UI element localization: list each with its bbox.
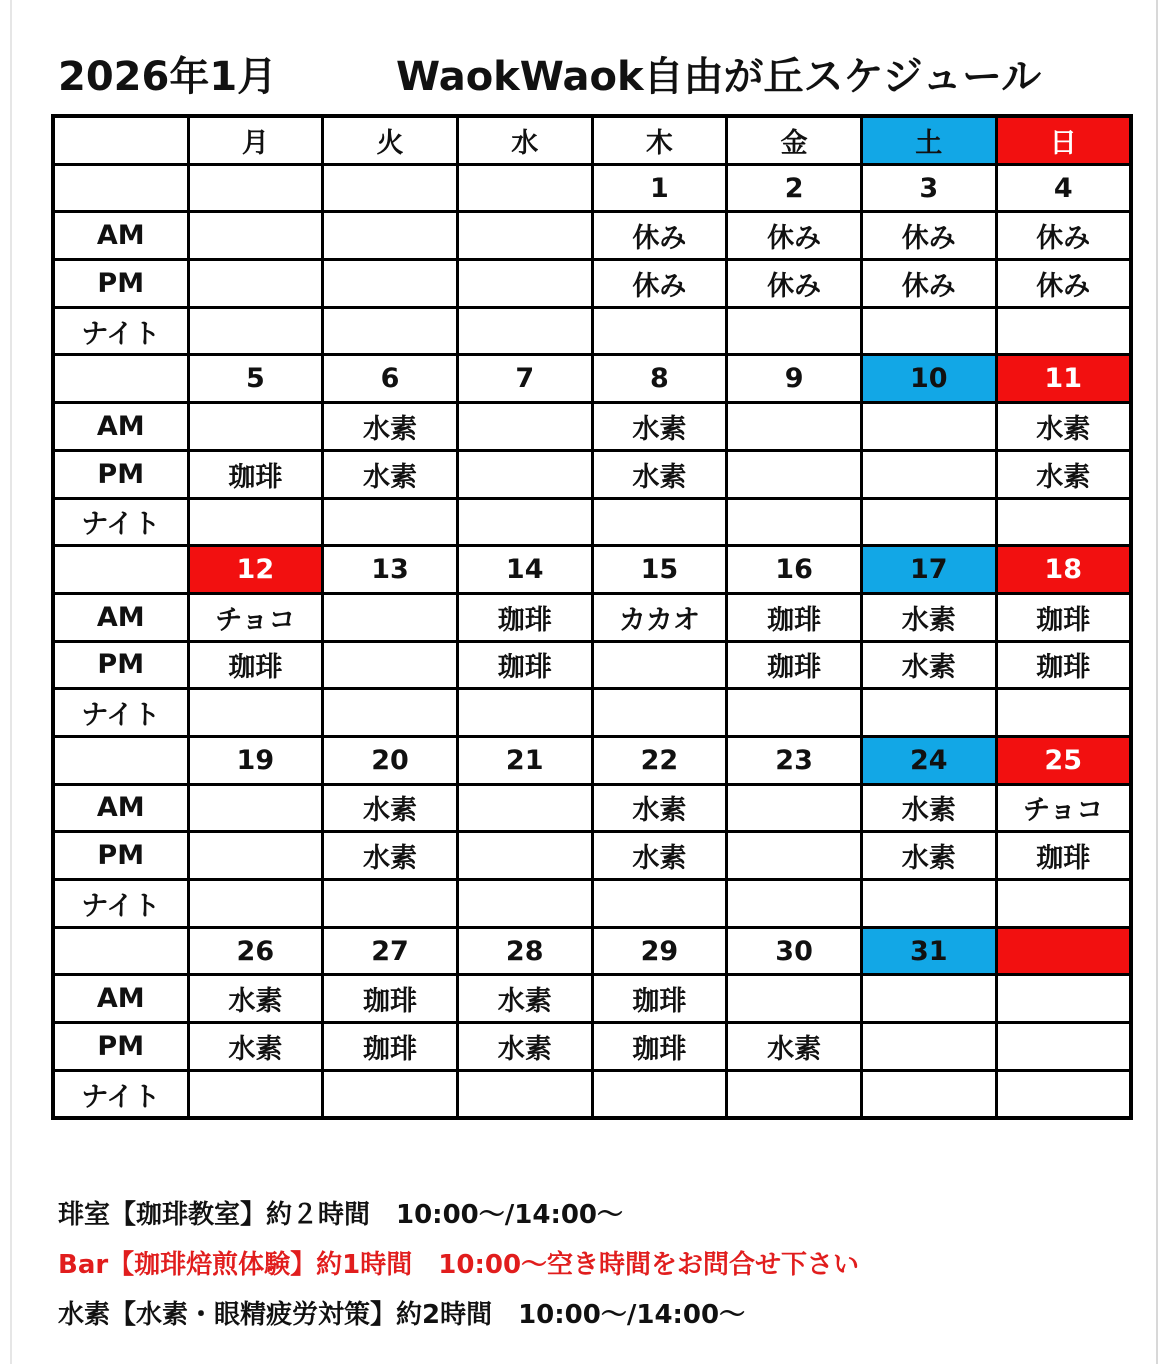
schedule-cell	[727, 784, 862, 832]
date-cell: 10	[861, 355, 996, 403]
schedule-cell	[861, 450, 996, 498]
schedule-cell: 珈琲	[188, 641, 323, 689]
schedule-cell: 水素	[861, 593, 996, 641]
schedule-cell	[323, 1070, 458, 1118]
header-corner-cell	[53, 116, 188, 164]
slot-label: ナイト	[53, 689, 188, 737]
date-cell: 8	[592, 355, 727, 403]
schedule-cell: 水素	[861, 641, 996, 689]
schedule-cell: 珈琲	[457, 593, 592, 641]
note-roasting-experience: Bar【珈琲焙煎体験】約1時間 10:00～空き時間をお問合せ下さい	[58, 1250, 860, 1280]
schedule-cell	[323, 498, 458, 546]
date-cell: 1	[592, 164, 727, 212]
schedule-cell: 珈琲	[996, 593, 1131, 641]
schedule-cell	[457, 403, 592, 451]
schedule-calendar-table	[51, 114, 1133, 1120]
course-notes	[58, 1190, 1148, 1340]
note-coffee-class: 琲室【珈琲教室】約２時間 10:00～/14:00～	[58, 1200, 624, 1230]
schedule-cell	[996, 1070, 1131, 1118]
slot-label: ナイト	[53, 880, 188, 928]
weekday-wed: 水	[457, 116, 592, 164]
date-cell: 19	[188, 736, 323, 784]
schedule-cell: 水素	[188, 975, 323, 1023]
schedule-cell: 水素	[996, 450, 1131, 498]
weekday-sat: 土	[861, 116, 996, 164]
schedule-cell	[861, 403, 996, 451]
schedule-cell: カカオ	[592, 593, 727, 641]
weekday-tue: 火	[323, 116, 458, 164]
schedule-cell	[188, 832, 323, 880]
date-cell	[188, 164, 323, 212]
date-cell: 21	[457, 736, 592, 784]
schedule-cell	[457, 307, 592, 355]
slot-row-pm	[53, 641, 1131, 689]
slot-label: PM	[53, 450, 188, 498]
date-cell: 14	[457, 546, 592, 594]
schedule-cell	[861, 1023, 996, 1071]
date-cell	[996, 927, 1131, 975]
schedule-cell: チョコ	[188, 593, 323, 641]
schedule-cell	[727, 498, 862, 546]
schedule-cell	[188, 689, 323, 737]
schedule-cell	[188, 880, 323, 928]
schedule-cell: 珈琲	[996, 641, 1131, 689]
date-cell	[323, 164, 458, 212]
schedule-cell	[861, 689, 996, 737]
slot-row-pm	[53, 1023, 1131, 1071]
date-cell: 25	[996, 736, 1131, 784]
schedule-cell: 水素	[861, 832, 996, 880]
schedule-cell	[323, 212, 458, 260]
schedule-cell: 休み	[996, 212, 1131, 260]
date-cell: 31	[861, 927, 996, 975]
schedule-cell	[457, 498, 592, 546]
title-month: 2026年1月	[58, 54, 278, 100]
schedule-cell	[861, 307, 996, 355]
schedule-cell	[323, 260, 458, 308]
schedule-cell: 水素	[457, 1023, 592, 1071]
slot-row-night	[53, 1070, 1131, 1118]
slot-label: AM	[53, 403, 188, 451]
slot-label: AM	[53, 975, 188, 1023]
weekday-thu: 木	[592, 116, 727, 164]
schedule-cell: 珈琲	[323, 975, 458, 1023]
weekday-header-row	[53, 116, 1131, 164]
schedule-cell: 水素	[323, 832, 458, 880]
date-row-label-cell	[53, 164, 188, 212]
schedule-cell	[592, 498, 727, 546]
schedule-cell: 休み	[996, 260, 1131, 308]
date-row	[53, 546, 1131, 594]
date-cell: 22	[592, 736, 727, 784]
schedule-cell	[592, 689, 727, 737]
schedule-cell: 休み	[592, 212, 727, 260]
slot-row-night	[53, 498, 1131, 546]
schedule-cell	[727, 832, 862, 880]
date-cell: 4	[996, 164, 1131, 212]
schedule-cell: 休み	[727, 212, 862, 260]
schedule-cell	[592, 1070, 727, 1118]
date-cell: 7	[457, 355, 592, 403]
date-row-label-cell	[53, 546, 188, 594]
date-cell: 5	[188, 355, 323, 403]
schedule-cell	[323, 880, 458, 928]
schedule-cell	[592, 307, 727, 355]
schedule-cell: 珈琲	[996, 832, 1131, 880]
date-cell: 18	[996, 546, 1131, 594]
date-row-label-cell	[53, 927, 188, 975]
schedule-cell	[727, 880, 862, 928]
schedule-cell: 水素	[592, 450, 727, 498]
date-cell: 20	[323, 736, 458, 784]
slot-label: PM	[53, 641, 188, 689]
slot-label: PM	[53, 260, 188, 308]
date-row	[53, 164, 1131, 212]
slot-row-pm	[53, 260, 1131, 308]
schedule-cell	[727, 450, 862, 498]
slot-row-am	[53, 593, 1131, 641]
schedule-cell	[188, 1070, 323, 1118]
slot-row-am	[53, 212, 1131, 260]
schedule-cell	[996, 689, 1131, 737]
date-row-label-cell	[53, 736, 188, 784]
schedule-cell	[323, 593, 458, 641]
schedule-cell	[996, 498, 1131, 546]
schedule-cell	[996, 975, 1131, 1023]
date-cell: 9	[727, 355, 862, 403]
schedule-cell: 休み	[861, 212, 996, 260]
schedule-cell	[592, 641, 727, 689]
slot-row-am	[53, 784, 1131, 832]
date-cell: 11	[996, 355, 1131, 403]
schedule-cell	[996, 307, 1131, 355]
schedule-cell	[727, 689, 862, 737]
date-cell: 13	[323, 546, 458, 594]
schedule-cell: 水素	[592, 832, 727, 880]
schedule-cell: 水素	[996, 403, 1131, 451]
date-cell: 28	[457, 927, 592, 975]
slot-row-night	[53, 689, 1131, 737]
date-cell: 16	[727, 546, 862, 594]
schedule-cell	[323, 689, 458, 737]
date-cell: 12	[188, 546, 323, 594]
slot-row-am	[53, 975, 1131, 1023]
slot-row-pm	[53, 450, 1131, 498]
schedule-cell	[861, 975, 996, 1023]
schedule-cell	[188, 403, 323, 451]
schedule-cell	[861, 1070, 996, 1118]
schedule-cell	[457, 212, 592, 260]
schedule-cell: 休み	[861, 260, 996, 308]
schedule-cell: 水素	[727, 1023, 862, 1071]
slot-label: ナイト	[53, 1070, 188, 1118]
schedule-cell	[727, 403, 862, 451]
date-cell	[457, 164, 592, 212]
slot-label: PM	[53, 1023, 188, 1071]
date-row-label-cell	[53, 355, 188, 403]
schedule-cell	[727, 307, 862, 355]
schedule-cell	[188, 260, 323, 308]
weekday-sun: 日	[996, 116, 1131, 164]
schedule-cell	[457, 784, 592, 832]
schedule-cell: 珈琲	[592, 1023, 727, 1071]
schedule-cell: 水素	[457, 975, 592, 1023]
date-cell: 17	[861, 546, 996, 594]
schedule-cell	[996, 880, 1131, 928]
slot-label: ナイト	[53, 307, 188, 355]
schedule-cell	[457, 450, 592, 498]
schedule-cell: 水素	[592, 403, 727, 451]
schedule-cell	[457, 689, 592, 737]
schedule-cell: 水素	[323, 403, 458, 451]
schedule-cell	[188, 498, 323, 546]
schedule-cell: 珈琲	[727, 641, 862, 689]
schedule-cell	[861, 498, 996, 546]
weekday-mon: 月	[188, 116, 323, 164]
schedule-cell	[323, 307, 458, 355]
date-cell: 15	[592, 546, 727, 594]
page-edge-right	[1156, 0, 1158, 1364]
schedule-cell	[996, 1023, 1131, 1071]
schedule-title	[58, 52, 1138, 112]
schedule-cell	[457, 832, 592, 880]
page-edge-left	[10, 0, 12, 1364]
date-cell: 27	[323, 927, 458, 975]
schedule-cell: 水素	[861, 784, 996, 832]
slot-row-night	[53, 307, 1131, 355]
schedule-cell: 水素	[188, 1023, 323, 1071]
slot-label: AM	[53, 784, 188, 832]
schedule-cell	[188, 307, 323, 355]
date-cell: 6	[323, 355, 458, 403]
note-hydrogen: 水素【水素・眼精疲労対策】約2時間 10:00～/14:00～	[58, 1300, 746, 1330]
slot-label: AM	[53, 593, 188, 641]
schedule-cell: 水素	[592, 784, 727, 832]
date-row	[53, 927, 1131, 975]
schedule-cell: 珈琲	[188, 450, 323, 498]
schedule-cell	[861, 880, 996, 928]
schedule-cell	[592, 880, 727, 928]
title-shop-name: WaokWaok自由が丘スケジュール	[396, 54, 1042, 100]
schedule-cell: 珈琲	[457, 641, 592, 689]
schedule-cell: 珈琲	[592, 975, 727, 1023]
date-cell: 24	[861, 736, 996, 784]
slot-label: AM	[53, 212, 188, 260]
schedule-cell	[727, 975, 862, 1023]
schedule-cell	[188, 212, 323, 260]
date-cell: 29	[592, 927, 727, 975]
schedule-cell: チョコ	[996, 784, 1131, 832]
schedule-cell	[457, 880, 592, 928]
slot-row-am	[53, 403, 1131, 451]
schedule-cell: 珈琲	[323, 1023, 458, 1071]
date-cell: 23	[727, 736, 862, 784]
weekday-fri: 金	[727, 116, 862, 164]
slot-row-pm	[53, 832, 1131, 880]
slot-row-night	[53, 880, 1131, 928]
slot-label: ナイト	[53, 498, 188, 546]
schedule-cell: 休み	[727, 260, 862, 308]
date-cell: 30	[727, 927, 862, 975]
schedule-cell	[457, 260, 592, 308]
date-cell: 3	[861, 164, 996, 212]
schedule-cell	[457, 1070, 592, 1118]
date-cell: 2	[727, 164, 862, 212]
schedule-cell: 珈琲	[727, 593, 862, 641]
date-row	[53, 355, 1131, 403]
schedule-cell: 休み	[592, 260, 727, 308]
schedule-cell	[323, 641, 458, 689]
schedule-cell: 水素	[323, 784, 458, 832]
schedule-cell: 水素	[323, 450, 458, 498]
schedule-cell	[727, 1070, 862, 1118]
schedule-cell	[188, 784, 323, 832]
date-row	[53, 736, 1131, 784]
date-cell: 26	[188, 927, 323, 975]
slot-label: PM	[53, 832, 188, 880]
